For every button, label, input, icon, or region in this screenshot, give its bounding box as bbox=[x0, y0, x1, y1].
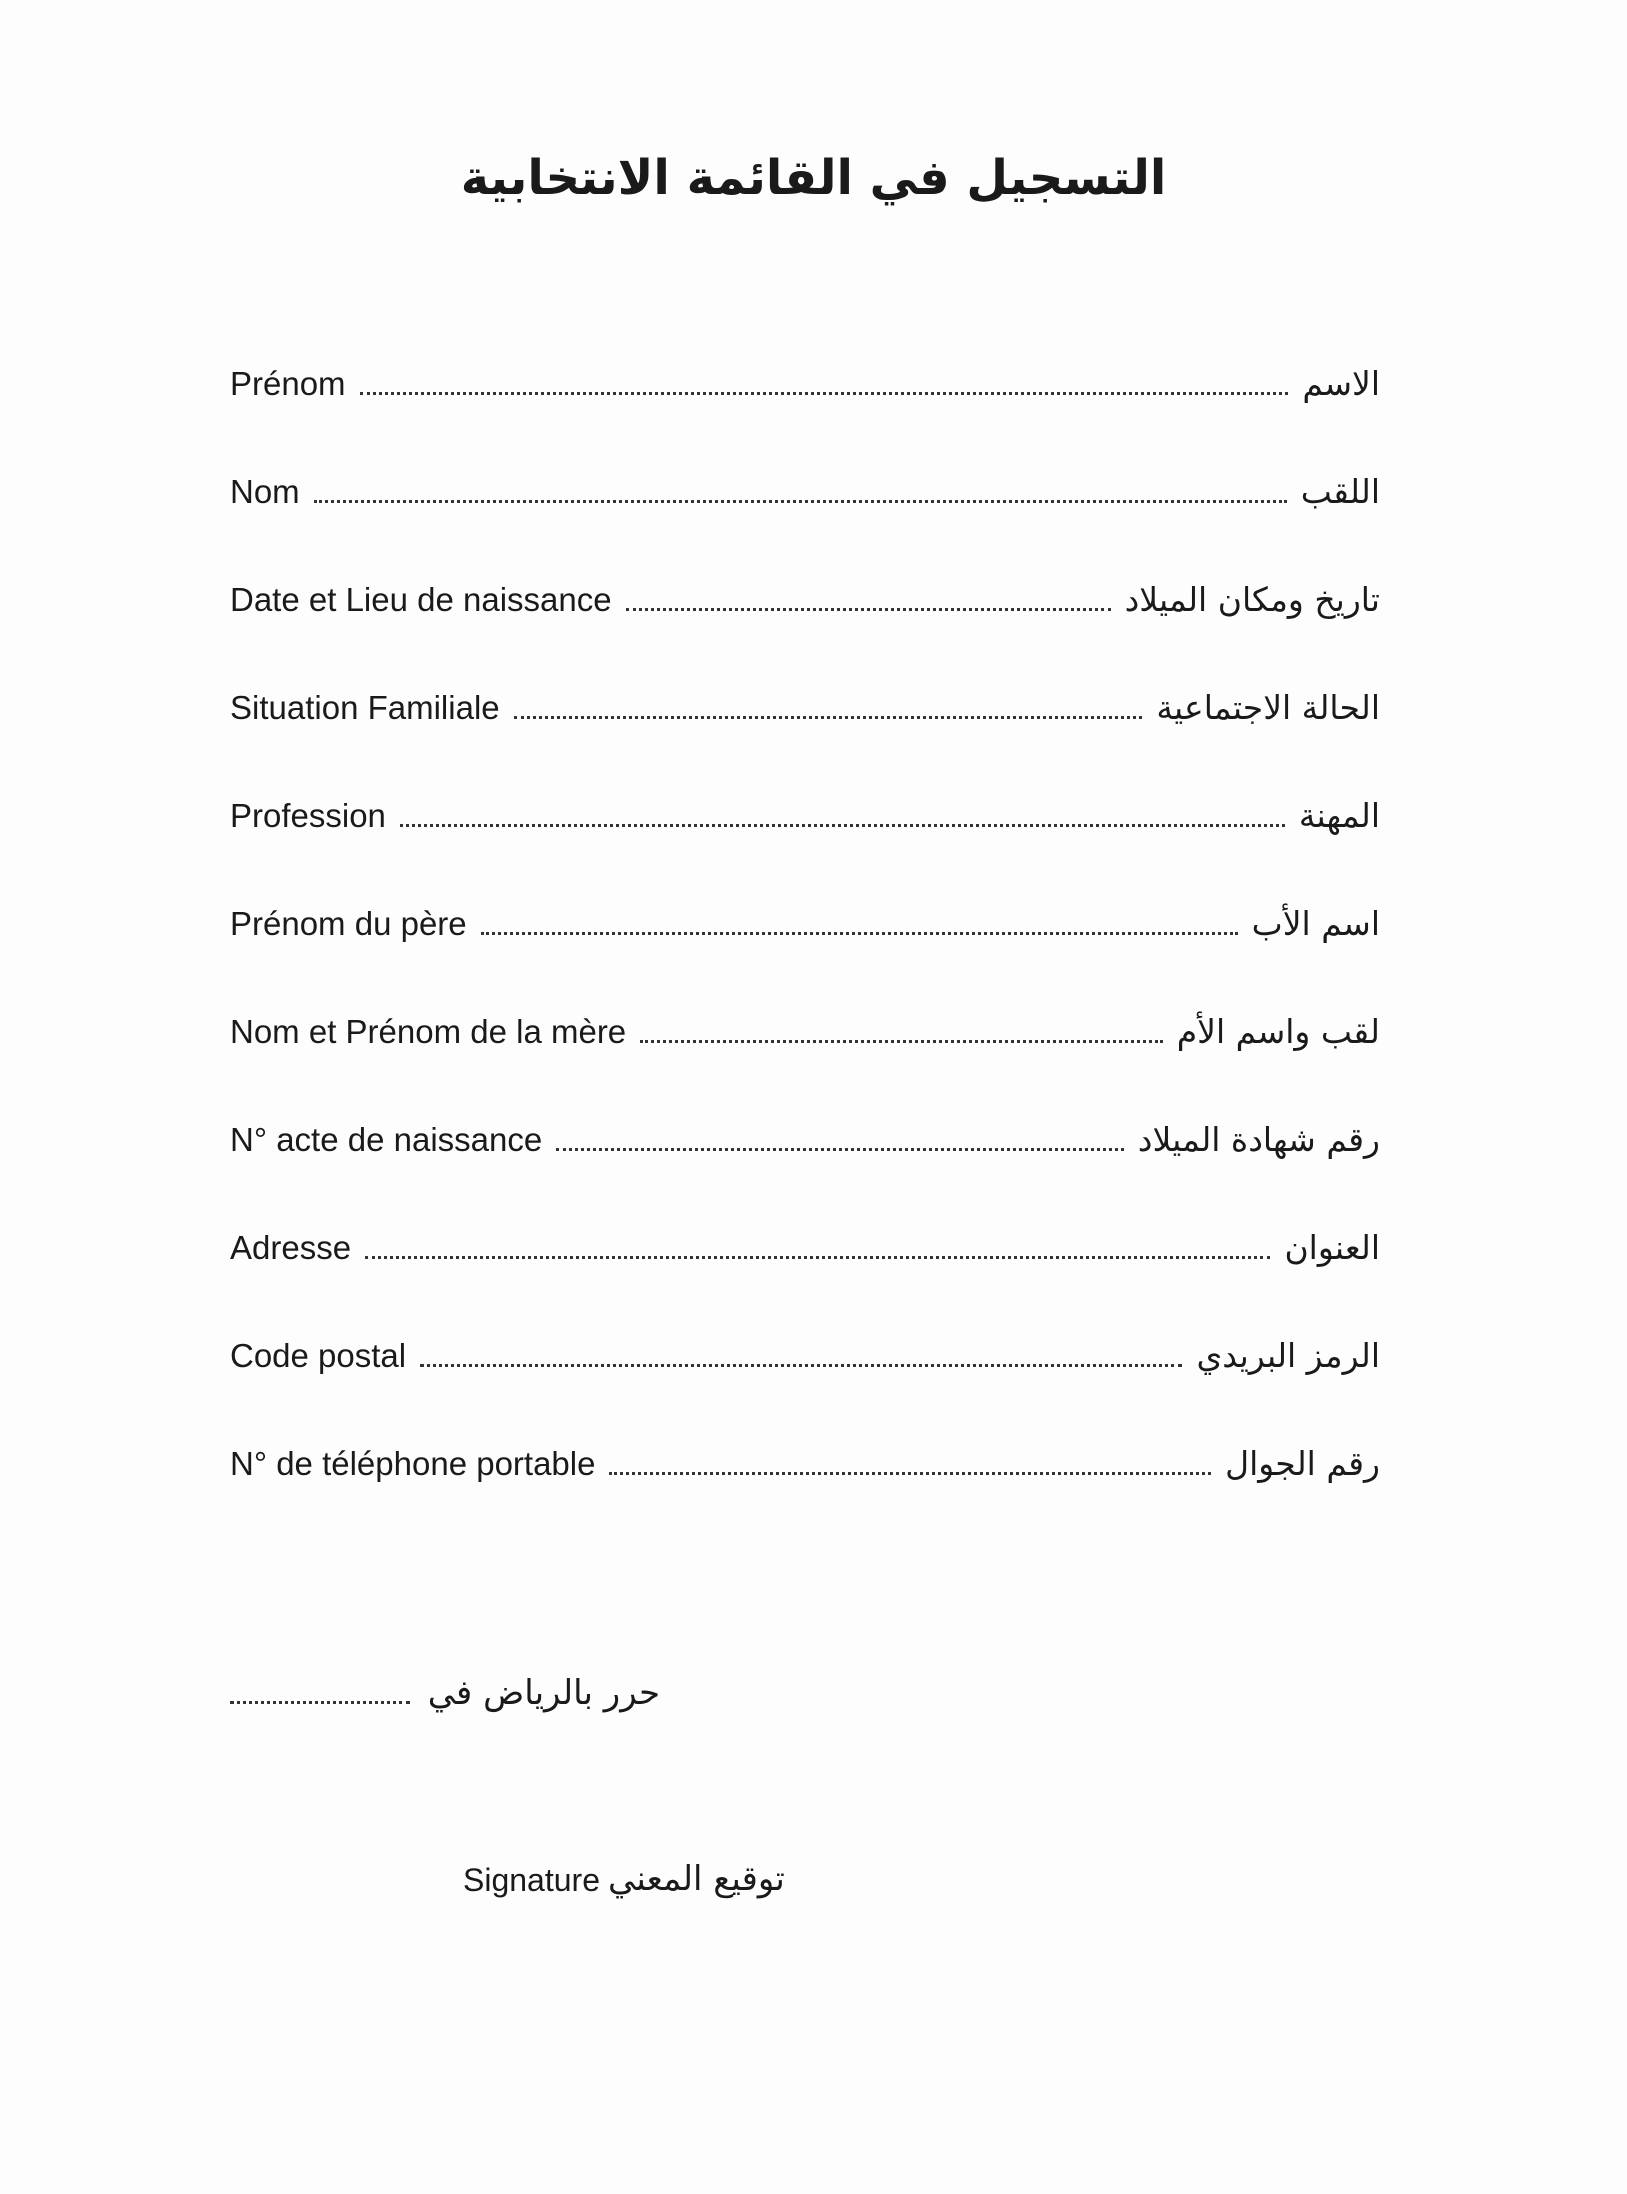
field-label-fr: Situation Familiale bbox=[230, 689, 500, 726]
field-row-mother-name[interactable] bbox=[230, 988, 1380, 1051]
field-label-fr: Code postal bbox=[230, 1337, 407, 1374]
field-label-fr: Nom et Prénom de la mère bbox=[230, 1013, 627, 1050]
field-label-fr: Date et Lieu de naissance bbox=[230, 581, 612, 618]
signature-block bbox=[463, 1859, 785, 1899]
field-label-ar: الحالة الاجتماعية bbox=[1156, 688, 1380, 727]
field-label-ar: اسم الأب bbox=[1251, 904, 1380, 943]
place-date-row[interactable] bbox=[230, 1650, 660, 1713]
field-label-ar: اللقب bbox=[1300, 472, 1380, 511]
fill-line[interactable] bbox=[640, 1039, 1163, 1043]
field-row-birth-date-place[interactable] bbox=[230, 556, 1380, 619]
field-row-nom[interactable] bbox=[230, 448, 1380, 511]
field-label-fr: Prénom bbox=[230, 365, 346, 402]
field-label-fr: Adresse bbox=[230, 1229, 352, 1266]
field-label-fr: Nom bbox=[230, 473, 300, 510]
field-label-ar: تاريخ ومكان الميلاد bbox=[1124, 580, 1380, 619]
field-row-prenom[interactable] bbox=[230, 340, 1380, 403]
fill-line[interactable] bbox=[556, 1147, 1124, 1151]
field-label-ar: الرمز البريدي bbox=[1196, 1336, 1380, 1375]
field-row-profession[interactable] bbox=[230, 772, 1380, 835]
field-row-mobile-phone[interactable] bbox=[230, 1420, 1380, 1483]
fill-line[interactable] bbox=[400, 823, 1285, 827]
field-row-address[interactable] bbox=[230, 1204, 1380, 1267]
signature-label-ar: توقيع المعني bbox=[607, 1859, 785, 1899]
field-label-ar: لقب واسم الأم bbox=[1176, 1012, 1380, 1051]
field-label-fr: Prénom du père bbox=[230, 905, 467, 942]
fill-line[interactable] bbox=[360, 391, 1289, 395]
field-label-ar: رقم شهادة الميلاد bbox=[1137, 1120, 1380, 1159]
fill-line[interactable] bbox=[609, 1471, 1211, 1475]
fill-line[interactable] bbox=[314, 499, 1287, 503]
place-date-label: حرر بالرياض في bbox=[427, 1673, 660, 1713]
field-label-ar: الاسم bbox=[1302, 364, 1380, 403]
field-row-father-name[interactable] bbox=[230, 880, 1380, 943]
fill-line[interactable] bbox=[481, 931, 1238, 935]
field-label-ar: رقم الجوال bbox=[1225, 1444, 1380, 1483]
field-row-birth-certificate[interactable] bbox=[230, 1096, 1380, 1159]
place-date-fill-line[interactable] bbox=[230, 1700, 410, 1704]
field-label-fr: Profession bbox=[230, 797, 386, 834]
fill-line[interactable] bbox=[365, 1255, 1270, 1259]
field-label-ar: المهنة bbox=[1298, 796, 1380, 835]
fill-line[interactable] bbox=[420, 1363, 1182, 1367]
field-label-ar: العنوان bbox=[1284, 1228, 1380, 1267]
field-label-fr: N° acte de naissance bbox=[230, 1121, 543, 1158]
field-label-fr: N° de téléphone portable bbox=[230, 1445, 596, 1482]
fill-line[interactable] bbox=[514, 715, 1143, 719]
form-title: التسجيل في القائمة الانتخابية bbox=[460, 150, 1167, 206]
fill-line[interactable] bbox=[626, 607, 1111, 611]
signature-label-fr: Signature bbox=[463, 1862, 600, 1898]
field-row-marital-status[interactable] bbox=[230, 664, 1380, 727]
field-row-postal-code[interactable] bbox=[230, 1312, 1380, 1375]
